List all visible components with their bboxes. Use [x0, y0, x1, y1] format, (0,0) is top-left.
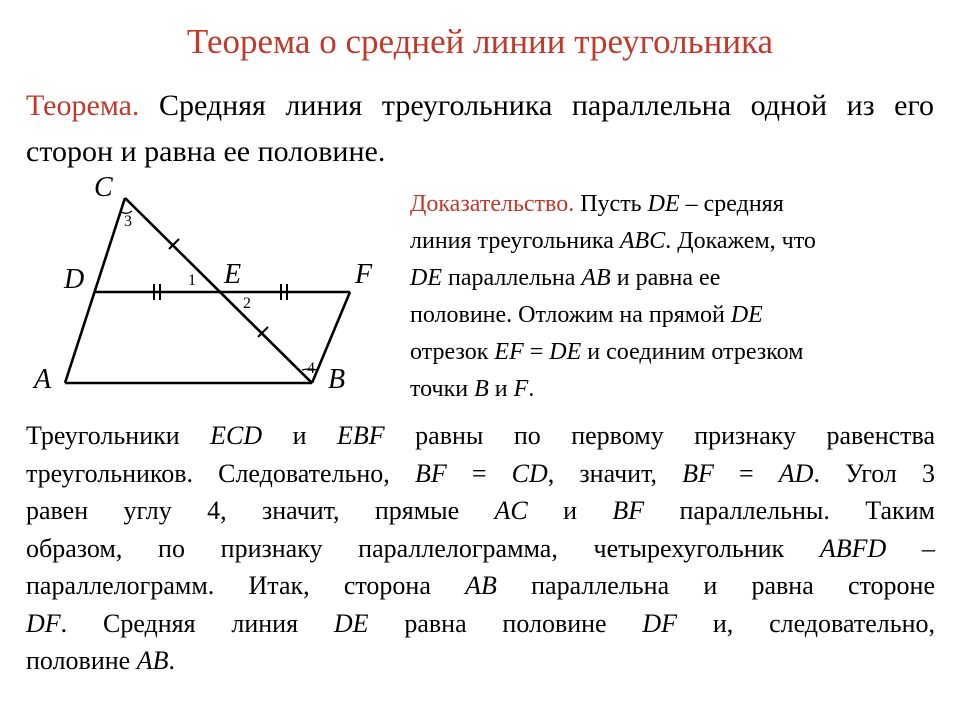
text-run: и [527, 496, 613, 525]
text-run: . Докажем, что [665, 228, 816, 254]
text-run: равны по первому признаку равенства [384, 421, 935, 450]
math-symbol: ECD [210, 421, 263, 450]
text-run: Треугольники [26, 421, 211, 450]
proof-line-0 [410, 186, 920, 223]
text-run: Пусть [574, 191, 648, 217]
page-title: Теорема о средней линии треугольника [186, 22, 774, 61]
text-run: параллелограмм. Итак, сторона [26, 571, 466, 600]
math-symbol: ABC [619, 228, 666, 254]
text-run: = [523, 339, 550, 365]
label-angle-4: 4 [307, 360, 315, 377]
math-symbol: ABFD [819, 533, 887, 563]
math-symbol: DF [26, 608, 61, 638]
text-run: – средняя [679, 191, 784, 217]
label-angle-3: 3 [124, 213, 132, 230]
body-line-3 [26, 530, 935, 568]
math-symbol: CD [511, 458, 548, 488]
label-angle-2: 2 [243, 295, 251, 312]
text-run: и, следовательно, [677, 608, 935, 638]
math-symbol: BF [682, 458, 714, 488]
label-point-e: E [224, 259, 242, 290]
theorem-text: Средняя линия треугольника параллельна одной из его сторон и равна ее половине. [26, 89, 934, 168]
proof-label: Доказательство. [410, 191, 575, 217]
text-run: . [168, 646, 175, 675]
text-run: равна половине [368, 608, 643, 638]
math-symbol: AB [136, 646, 169, 675]
math-symbol: BF [414, 458, 447, 488]
math-symbol: DE [730, 302, 763, 328]
body-line-2 [26, 492, 935, 530]
text-run: линия треугольника [410, 228, 620, 254]
text-run: . Угол 3 [813, 458, 935, 488]
text-run: треугольников. Следовательно, [26, 458, 415, 488]
text-run: отрезок [410, 339, 495, 365]
math-symbol: AB [465, 571, 497, 600]
body-line-0 [26, 417, 935, 455]
proof-line-2 [410, 260, 920, 297]
math-symbol: DF [642, 608, 678, 638]
math-symbol: AC [494, 496, 528, 525]
label-point-b: B [328, 364, 346, 395]
text-run: и соединим отрезком [581, 339, 804, 365]
proof-line-4 [410, 334, 920, 371]
proof-line-3 [410, 297, 920, 334]
body-line-5 [26, 605, 935, 643]
theorem-statement [26, 83, 934, 175]
body-line-1 [26, 455, 935, 493]
math-symbol: DE [549, 339, 582, 365]
text-run: параллельна [442, 265, 582, 291]
label-point-f: F [355, 259, 373, 290]
text-run: равен углу 4, значит, прямые [26, 496, 495, 525]
text-run: и равна ее [610, 265, 721, 291]
body-line-6 [26, 642, 935, 680]
proof-line-1 [410, 223, 920, 260]
math-symbol: EF [494, 339, 524, 365]
theorem-label: Теорема. [26, 89, 140, 122]
math-symbol: F [513, 376, 529, 402]
text-run: = [446, 458, 512, 488]
text-run: = [713, 458, 779, 488]
proof-continuation [26, 417, 935, 680]
text-run: . [528, 376, 535, 402]
text-run: половине. Отложим на прямой [410, 302, 731, 328]
math-symbol: DE [333, 608, 369, 638]
body-line-4 [26, 567, 935, 605]
text-run: половине [26, 646, 137, 675]
proof-line-5 [410, 371, 920, 408]
text-run: и [262, 421, 338, 450]
text-run: точки [410, 376, 475, 402]
proof-block [410, 186, 920, 408]
triangle-figure [30, 170, 400, 400]
text-run: параллельны. Таким [644, 496, 935, 525]
text-run: и [488, 376, 514, 402]
math-symbol: EBF [337, 421, 385, 450]
label-point-c: C [94, 172, 113, 203]
text-run: образом, по признаку параллелограмма, четырехугольник [26, 533, 820, 563]
math-symbol: DE [647, 191, 680, 217]
label-point-d: D [64, 264, 85, 295]
text-run: , значит, [547, 458, 683, 488]
math-symbol: DE [410, 265, 442, 291]
text-run: параллельна и равна стороне [496, 571, 935, 600]
text-run: . Средняя линия [60, 608, 334, 638]
label-point-a: A [34, 364, 52, 395]
text-run: – [886, 533, 935, 563]
math-symbol: AB [581, 265, 611, 291]
label-angle-1: 1 [188, 272, 196, 289]
math-symbol: BF [612, 496, 645, 525]
math-symbol: B [474, 376, 489, 402]
math-symbol: AD [778, 458, 814, 488]
